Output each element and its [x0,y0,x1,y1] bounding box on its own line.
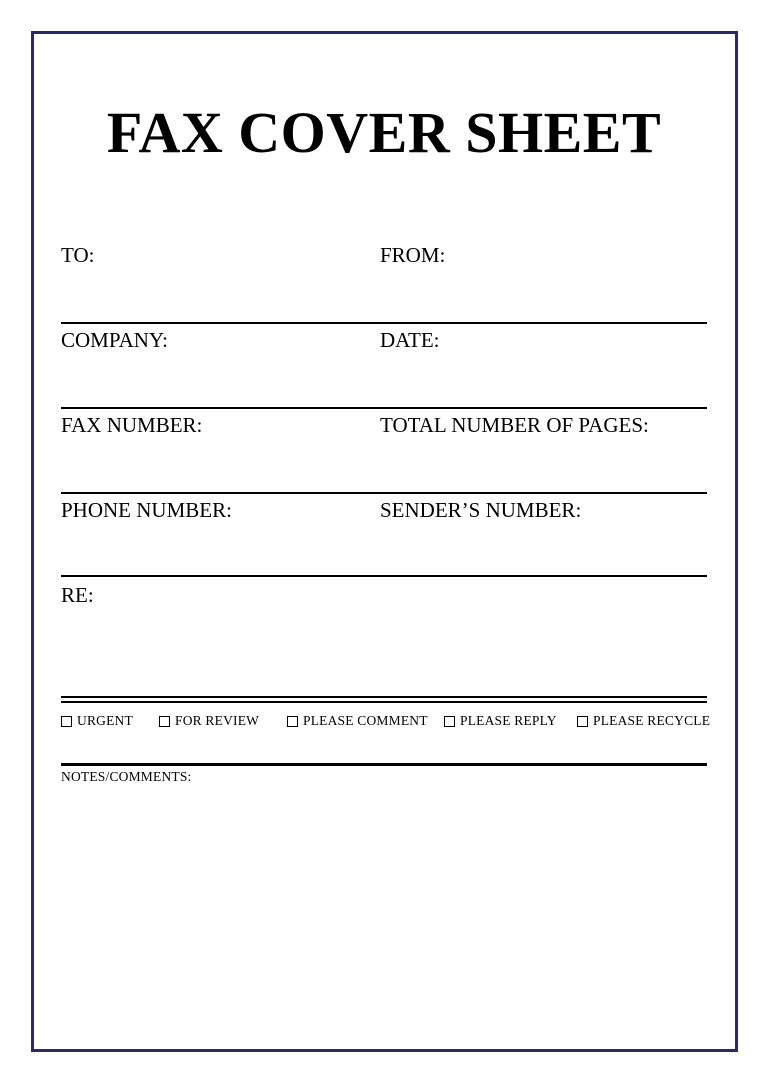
notes-input-area[interactable] [61,790,707,1040]
page-title: FAX COVER SHEET [106,100,662,165]
field-rule-4 [61,575,707,577]
field-label-total-pages: TOTAL NUMBER OF PAGES: [380,413,649,437]
field-row-company-date [61,325,707,355]
checkbox-label-please-reply: PLEASE REPLY [460,713,557,728]
notes-section-rule [61,763,707,766]
checkbox-icon-please-comment[interactable] [287,716,298,727]
field-label-from: FROM: [380,243,446,267]
checkbox-icon-please-reply[interactable] [444,716,455,727]
field-row-re [61,580,707,610]
field-label-to: TO: [61,243,95,267]
checkbox-strip [61,711,711,731]
checkbox-label-please-comment: PLEASE COMMENT [303,713,428,728]
field-row-to-from [61,240,707,270]
checkbox-icon-please-recycle[interactable] [577,716,588,727]
fax-form [61,0,711,1086]
checkbox-strip-double-rule [61,696,707,702]
checkbox-item-for-review[interactable] [159,711,259,731]
field-label-company: COMPANY: [61,328,168,352]
checkbox-item-please-recycle[interactable] [577,711,710,731]
checkbox-label-for-review: FOR REVIEW [175,713,260,728]
field-label-date: DATE: [380,328,440,352]
field-row-fax-pages [61,410,707,440]
checkbox-label-please-recycle: PLEASE RECYCLE [593,713,711,728]
field-label-fax-number: FAX NUMBER: [61,413,203,437]
field-label-re: RE: [61,583,94,607]
checkbox-icon-urgent[interactable] [61,716,72,727]
checkbox-label-urgent: URGENT [77,713,133,728]
field-rule-1 [61,322,707,324]
field-label-phone-number: PHONE NUMBER: [61,498,232,522]
notes-label: NOTES/COMMENTS: [61,769,192,784]
checkbox-item-please-reply[interactable] [444,711,557,731]
field-row-phone-sender [61,495,707,525]
checkbox-item-please-comment[interactable] [287,711,428,731]
field-rule-3 [61,492,707,494]
checkbox-icon-for-review[interactable] [159,716,170,727]
field-rule-2 [61,407,707,409]
checkbox-item-urgent[interactable] [61,711,133,731]
field-label-senders-number: SENDER’S NUMBER: [380,498,582,522]
